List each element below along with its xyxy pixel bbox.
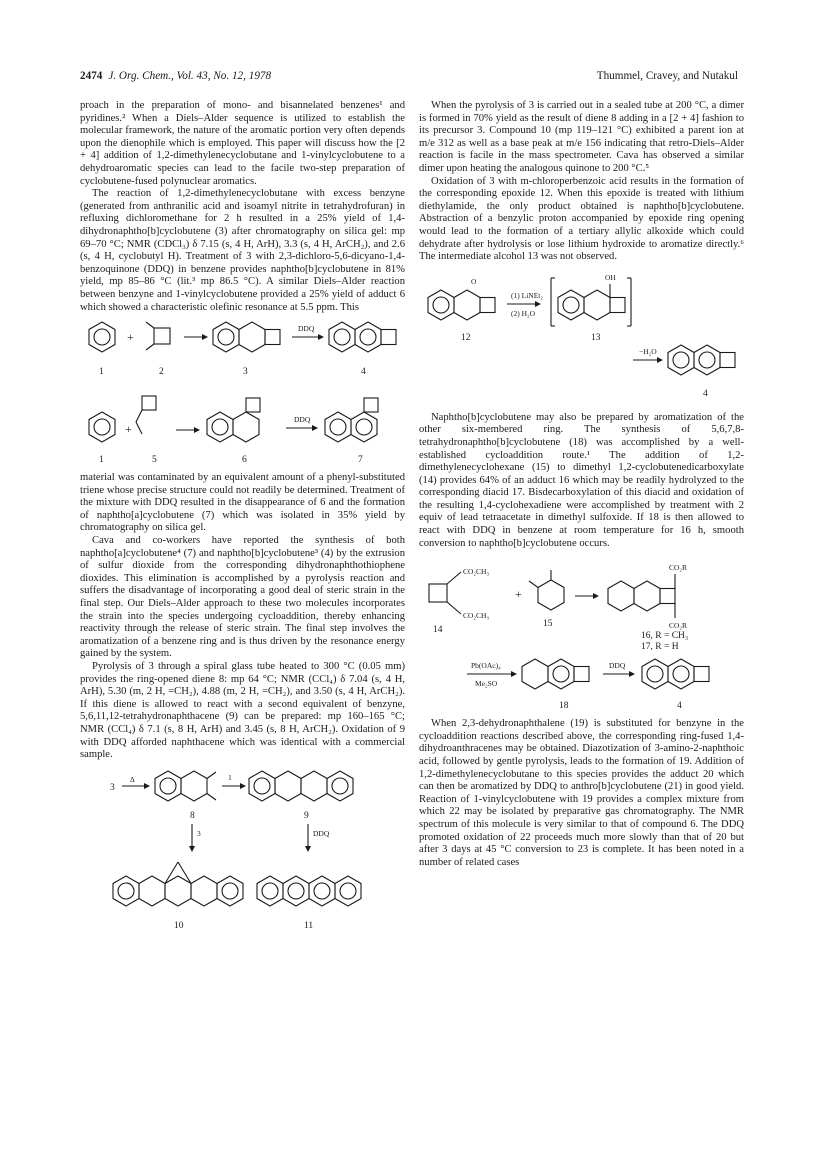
reagent-ddq: DDQ bbox=[313, 828, 330, 838]
reagent-1: 1 bbox=[228, 772, 232, 782]
label-9: 9 bbox=[304, 810, 309, 821]
left-paragraph-5: Pyrolysis of 3 through a spiral glass tube heated to 300 °C (0.05 mm) provides the ring-opened diene 8: mp 64 °C; NMR (CCl₄) δ 7.04 (s, 4 H, ArH), 5.30 (m, 2 H, =CH₂), 4.88 (m, 2 H, =CH₂), and 3.50 (s, 4 H, ArCH₂). If this diene is allowed to react with a second equivalent of benzyne, 5,6,11,12-tetrahydronaphthacene (9) can be prepared: mp 160–165 °C; NMR (CCl₄) δ 7.1 (s, 8 H, ArH) and 3.45 (s, 8 H, ArCH₂). Oxidation of 9 with DDQ afforded naphthacene which was identical with a commercial sample. bbox=[80, 661, 405, 761]
left-paragraph-1: proach in the preparation of mono- and bisannelated benzenes¹ and pyridines.² When a Diels–Alder sequence is utilized to establish the molecular framework, the nature of the aromatic portion very often depends upon the dienophile which is employed. This paper will discuss how the [2 + 4] addition of 1,2-dimethylenecyclobutane and 1-vinylcyclobutene to a dehydroaromatic species can lead to the facile two-step preparation of cyclobutene-fused polynuclear aromatics. bbox=[80, 100, 405, 187]
label-13: 13 bbox=[591, 332, 601, 343]
tetrahydronaphthocyclobutene-18 bbox=[522, 659, 589, 689]
left-paragraph-4: Cava and co-workers have reported the synthesis of both naphtho[a]cyclobutene⁴ (7) and naphtho[b]cyclobutene³ (4) by the extrusion of sulfur dioxide from the corresponding dihydronaphthothiophene dioxides. This elimination is accomplished by a pyrolysis reaction and suffers the disadvantage of incorporating a good deal of steric strain in the final step. Our Diels–Alder approach to these two molecules incorporates the strain into the species undergoing cycloaddition, thereby enhancing reactivity through the release of steric strain. The final step involves the aromatization of a benzene ring and is thus driven by the resonance energy gained by the system. bbox=[80, 535, 405, 660]
label-12: 12 bbox=[461, 332, 471, 343]
left-column bbox=[80, 100, 405, 940]
ester-sub-1: CO₂CH₃ bbox=[463, 567, 490, 577]
tetrahydronaphthacene-9 bbox=[249, 771, 353, 801]
header-authors: Thummel, Cravey, and Nutakul bbox=[596, 70, 738, 82]
dimethylenecyclobutane-2 bbox=[146, 322, 170, 350]
reagent-h2o: (2) H₂O bbox=[511, 308, 536, 318]
svg-text:DDQ: DDQ bbox=[298, 324, 315, 334]
label-7: 7 bbox=[358, 455, 363, 466]
svg-text:+: + bbox=[127, 330, 134, 345]
alcohol-13 bbox=[551, 273, 631, 326]
header-left bbox=[80, 70, 271, 82]
label-15: 15 bbox=[543, 619, 553, 630]
epoxide-12 bbox=[428, 277, 495, 320]
label-16: 16, R = CH₃ bbox=[641, 631, 689, 642]
label-5: 5 bbox=[152, 455, 157, 466]
scheme-6 bbox=[419, 654, 744, 714]
label-2: 2 bbox=[159, 367, 164, 378]
scheme-1 bbox=[80, 318, 405, 384]
label-10: 10 bbox=[174, 920, 184, 931]
scheme-4 bbox=[419, 268, 744, 408]
naphthacene-11 bbox=[257, 876, 361, 906]
naphthocyclobutene-4 bbox=[329, 322, 396, 352]
reagent-pb: Pb(OAc)₄ bbox=[471, 661, 501, 671]
label-4b: 4 bbox=[703, 388, 708, 399]
label-8: 8 bbox=[190, 810, 195, 821]
label-6: 6 bbox=[242, 455, 247, 466]
dimer-10 bbox=[113, 862, 243, 906]
reagent-linet2: (1) LiNEt₂ bbox=[511, 290, 543, 300]
ester-sub-4: CO₂R bbox=[669, 621, 688, 631]
right-paragraph-3: Naphtho[b]cyclobutene may also be prepared by aromatization of the other six-membered ring. The synthesis of 5,6,7,8-tetrahydronaphtho[b]cyclobutene (18) was accomplished by a well-established cycloaddition route.¹ The addition of 1,2-dimethylenecyclohexane (15) to dimethyl 1,2-cyclobutenedicarboxylate (14) provides 64% of an adduct 16 which may be readily hydrolyzed to the corresponding diacid 17. Bisdecarboxylation of this diacid and oxidation of the resulting 1,4-cyclohexadiene were accomplished by treatment with 2 equiv of lead tetraacetate in dimethyl sulfoxide. If 18 is then allowed to react with DDQ in benzene at room temperature for 16 h, smooth conversion to naphtho[b]cyclobutene occurs. bbox=[419, 411, 744, 549]
label-4: 4 bbox=[361, 367, 366, 378]
reagent-minus-h2o: −H₂O bbox=[639, 346, 657, 356]
reagent-3: 3 bbox=[197, 828, 201, 838]
right-paragraph-2: Oxidation of 3 with m-chloroperbenzoic acid results in the formation of the corresponding epoxide 12. When this epoxide is treated with lithium diethylamide, the only product obtained is naphtho[b]cyclobutene. Abstraction of a benzylic proton accompanied by epoxide ring opening would lead to the formation of a tertiary allylic alkoxide which could dehydrate after hydrolysis or lose lithium hydroxide to aromatize directly.⁶ The intermediate alcohol 13 was not observed. bbox=[419, 175, 744, 263]
right-paragraph-4: When 2,3-dehydronaphthalene (19) is substituted for benzyne in the cycloaddition reactions described above, the corresponding ring-fused 1,4-dihydroanthracenes may be obtained. Diazotization of 3-amino-2-naphthoic acid, followed by gentle pyrolysis, leads to the formation of 19. Addition of 1,2-dimethylenecyclobutane to this species provides the adduct 20 which can then be aromatized by DDQ to anthro[b]cyclobutene (21) in good yield. Reaction of 1-vinylcyclobutene with 19 provides a complex mixture from which 22 may be isolated by preparative gas chromatography. The NMR spectrum of this molecule is very similar to that of compound 6. The DDQ promoted oxidation of 22 proceeds much more slowly than that of 20 but after 3 days at 45 °C conversion to 23 is complete. It has been noted in a number of related cases bbox=[419, 718, 744, 868]
cyclobutene-diester-14 bbox=[429, 567, 489, 620]
svg-text:DDQ: DDQ bbox=[294, 415, 311, 425]
left-paragraph-3: material was contaminated by an equivalent amount of a phenyl-substituted triene whose precise structure could not readily be determined. Treatment of the mixture with DDQ resulted in the disappearance of 6 and the formation of naphtho[a]cyclobutene (7) which was isolated in 35% yield by chromatography on silica gel. bbox=[80, 472, 405, 534]
label-1: 1 bbox=[99, 367, 104, 378]
label-3b: 3 bbox=[110, 782, 115, 793]
label-18: 18 bbox=[559, 701, 569, 712]
diene-8 bbox=[155, 771, 216, 801]
left-paragraph-2: The reaction of 1,2-dimethylenecyclobutane with excess benzyne (generated from anthranilic acid and isoamyl nitrite in tetrahydrofuran) in refluxing dichloromethane for 2 h resulted in a 25% yield of 1,4-dihydronaphtho[b]cyclobutene (3) after chromatography on silica gel: mp 69–70 °C; NMR (CDCl₃) δ 7.15 (s, 4 H, ArH), 3.3 (s, 4 H, ArCH₂), and 2.6 (s, 4 H, cyclobutyl H). Treatment of 3 with 2,3-dichloro-5,6-dicyano-1,4-benzoquinone (DDQ) in benzene provides naphtho[b]cyclobutene in 81% yield, mp 85–86 °C (lit.³ mp 86.5 °C). A similar Diels–Alder reaction between benzyne and 1-vinylcyclobutene provided a 25% yield of adduct 6 which showed a characteristic olefinic resonance at 5.5 ppm. This bbox=[80, 188, 405, 313]
svg-text:+: + bbox=[125, 422, 132, 437]
label-14: 14 bbox=[433, 625, 443, 636]
label-11: 11 bbox=[304, 920, 314, 931]
page-number: 2474 bbox=[80, 70, 103, 82]
label-1b: 1 bbox=[99, 455, 104, 466]
right-paragraph-1: When the pyrolysis of 3 is carried out in a sealed tube at 200 °C, a dimer is formed in 70% yield as the result of diene 8 adding in a [2 + 4] fashion to its precursor 3. Compound 10 (mp 119–121 °C) exhibited a parent ion at m/e 312 as well as a base peak at m/e 156 indicating that retro-Diels–Alder reaction is facile in the mass spectrometer. Cava has observed a similar dimer upon heating the analogous quinone to 200 °C.⁵ bbox=[419, 100, 744, 174]
heat-symbol: Δ bbox=[130, 774, 135, 784]
naphtho-a-cyclobutene-7 bbox=[325, 398, 378, 442]
journal-citation: J. Org. Chem., Vol. 43, No. 12, 1978 bbox=[108, 70, 272, 82]
svg-text:O: O bbox=[471, 276, 477, 286]
benzyne-structure-1 bbox=[89, 322, 115, 352]
vinylcyclobutene-5 bbox=[136, 396, 156, 434]
hydroxyl-label: OH bbox=[605, 272, 616, 282]
adduct-6 bbox=[207, 398, 260, 442]
naphthocyclobutene-4b bbox=[668, 345, 735, 375]
label-4c: 4 bbox=[677, 701, 682, 712]
scheme-3 bbox=[80, 766, 405, 936]
scheme-2 bbox=[80, 388, 405, 468]
ester-sub-2: CO₂CH₃ bbox=[463, 611, 490, 621]
reagent-me2so: Me₂SO bbox=[475, 679, 498, 689]
label-3: 3 bbox=[243, 367, 248, 378]
adduct-16 bbox=[608, 563, 687, 630]
svg-text:+: + bbox=[515, 587, 522, 602]
page-header bbox=[80, 70, 738, 86]
right-column bbox=[419, 100, 744, 869]
naphthocyclobutene-4c bbox=[642, 659, 709, 689]
scheme-5 bbox=[419, 554, 744, 650]
dihydronaphthocyclobutene-3 bbox=[213, 322, 280, 352]
ester-sub-3: CO₂R bbox=[669, 563, 688, 573]
label-17: 17, R = H bbox=[641, 642, 679, 651]
dimethylenecyclohexane-15 bbox=[529, 570, 564, 610]
benzyne-structure-1b bbox=[89, 412, 115, 442]
reagent-ddq-2: DDQ bbox=[609, 661, 626, 671]
